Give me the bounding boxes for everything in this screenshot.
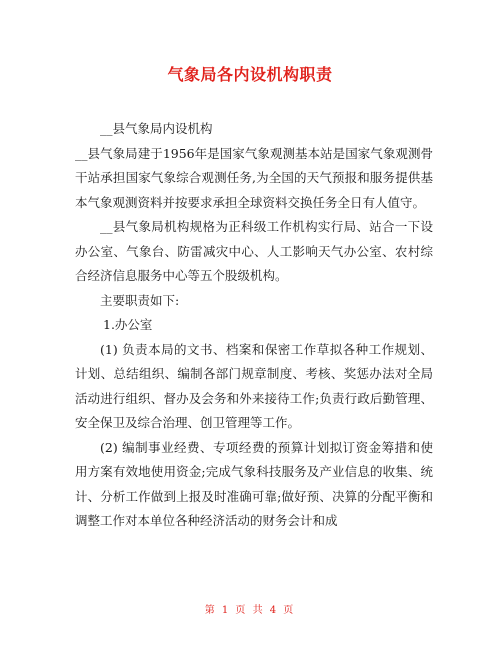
paragraph-bureau-structure: __县气象局机构规格为正科级工作机构实行局、站合一下设办公室、气象台、防雷减灾中心、人工影响天气办公室、农村综合经济信息服务中心等五个股级机构。 xyxy=(75,219,433,283)
page-footer: 第 1 页 共 4 页 xyxy=(204,605,296,616)
paragraph-office-duty-1: (1) 负责本局的文书、档案和保密工作草拟各种工作规划、计划、总结组织、编制各部门规章制度、考核、奖惩办法对全局活动进行组织、督办及会务和外来接待工作;负责行政后勤管理、安全保卫及综合治理、创卫管理等工作。 xyxy=(75,341,433,430)
paragraph-bureau-intro: __县气象局建于1956年是国家气象观测基本站是国家气象观测骨干站承担国家气象综合观测任务,为全国的天气预报和服务提供基本气象观测资料并按要求承担全球资料交换任务全日有人值守。 xyxy=(75,145,433,210)
document-body xyxy=(75,117,433,534)
paragraph-institutions-heading: __县气象局内设机构 xyxy=(100,121,213,136)
paragraph-office-heading: 1.办公室 xyxy=(103,317,153,332)
paragraph-duties-heading: 主要职责如下: xyxy=(100,292,180,308)
paragraph-office-duty-2: (2) 编制事业经费、专项经费的预算计划拟订资金筹措和使用方案有效地使用资金;完成气象科技服务及产业信息的收集、统计、分析工作做到上报及时准确可靠;做好预、决算的分配平衡和调整工作对本单位各种经济活动的财务会计和成 xyxy=(75,439,433,528)
document-title: 气象局各内设机构职责 xyxy=(167,65,333,84)
